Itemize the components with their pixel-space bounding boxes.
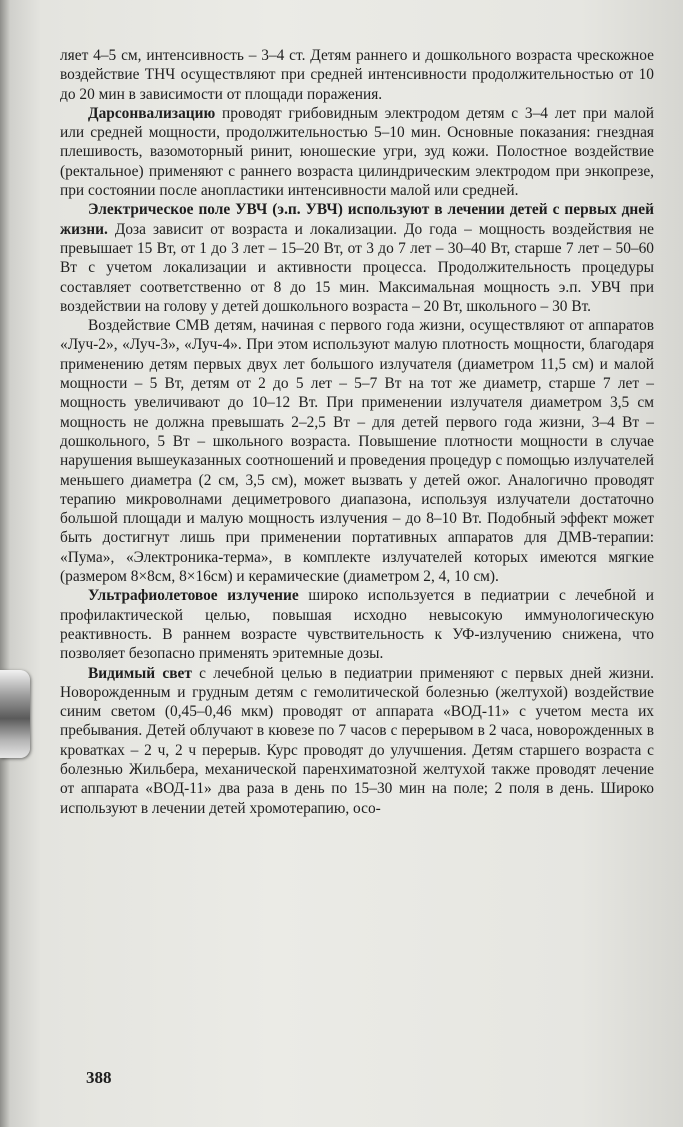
paragraph-3 [60,200,654,316]
paragraph-2-term: Дарсонвализацию [88,104,216,122]
page-number: 388 [86,1068,112,1087]
paragraph-6-text: с лечебной целью в педиатрии применяют с первых дней жизни. Новорожденным и грудным детям с гемолитической болезнью (желтухой) воздействие синим светом (0,45–0,46 мкм) проводят от аппарата «ВОД-11» с учетом места их пребывания. Детей облучают в кювезе по 7 часов с перерывом в 2 часа, новорожденных в кроватках – 2 ч, 2 ч перерыв. Курс проводят до улучшения. Детям старшего возраста с болезнью Жильбера, механической паренхиматозной желтухой также проводят лечение от аппарата «ВОД-11» два раза в день по 15–30 мин на поле; 2 поля в день. Широко используют в лечении детей хромотерапию, осо- [60,664,655,817]
paragraph-2-text: проводят грибовидным электродом детям с 3–4 лет при малой или средней мощности, продолжительностью 5–10 мин. Основные показания: гнездная плешивость, вазомоторный ринит, юношеские угри, зуд кожи. Полостное воздействие (ректальное) применяют с раннего возраста цилиндрическим электродом при энкопрезе, при состоянии после анопластики интенсивности малой или средней. [60,104,654,200]
paragraph-2 [60,104,654,200]
page-edge [0,0,10,1127]
paragraph-1-text: ляет 4–5 см, интенсивность – 3–4 ст. Детям раннего и дошкольного возраста чрескожное воздействие ТНЧ осуществляют при средней интенсивности продолжительностью от 10 до 20 мин в зависимости от площади поражения. [60,47,654,103]
paragraph-1 [60,46,654,104]
paragraph-5-term: Ультрафиолетовое излучение [88,587,299,605]
paragraph-6 [60,664,654,818]
page-body [60,46,654,818]
paragraph-4-text: Воздействие СМВ детям, начиная с первого года жизни, осуществляют от аппаратов «Луч-2», «Луч-3», «Луч-4». При этом используют малую плотность мощности, благодаря применению детям первых двух лет большого излучателя (диаметром 11,5 см) и малой мощности – 5 Вт, детям от 2 до 5 лет – 5–7 Вт на тот же диаметр, старше 7 лет – мощность увеличивают до 10–12 Вт. При применении излучателя диаметром 3,5 см мощность не должна превышать 2–2,5 Вт – для детей первого года жизни, 3–4 Вт – дошкольного, 5 Вт – школьного возраста. Повышение плотности мощности в случае нарушения вышеуказанных соотношений и проведения процедур с помощью излучателей меньшего диаметра (2 см, 3,5 см), может вызвать у детей ожог. Аналогично проводят терапию микроволнами дециметрового диапазона, используя излучатели достаточно большой площади и малую мощность излучения – до 8–10 Вт. Подобный эффект может быть достигнут лишь при применении портативных аппаратов для ДМВ-терапии: «Пума», «Электроника-терма», в комплекте излучателей которых имеются мягкие (размером 8×8см, 8×16см) и керамические (диаметром 2, 4, 10 см). [60,317,654,586]
binder-clip [0,670,30,758]
paragraph-5-text: широко используется в педиатрии с лечебной и профилактической целью, повышая исходно невысокую иммунологическую реактивность. В раннем возрасте чувствительность к УФ-излучению снижена, что позволяет безопасно применять эритемные дозы. [60,587,654,663]
paragraph-3-term: Электрическое поле УВЧ (э.п. УВЧ) используют в лечении детей с первых дней жизни. [60,201,654,238]
paragraph-4 [60,316,654,586]
paragraph-3-text: Доза зависит от возраста и локализации. До года – мощность воздействия не превышает 15 Вт, от 1 до 3 лет – 15–20 Вт, от 3 до 7 лет – 30–40 Вт, старше 7 лет – 50–60 Вт с учетом локализации и активности процесса. Продолжительность процедуры составляет соответственно от 8 до 15 мин. Максимальная мощность э.п. УВЧ при воздействии на голову у детей дошкольного возраста – 20 Вт, школьного – 30 Вт. [60,220,654,315]
paragraph-6-term: Видимый свет [88,664,192,682]
paragraph-5 [60,586,654,663]
